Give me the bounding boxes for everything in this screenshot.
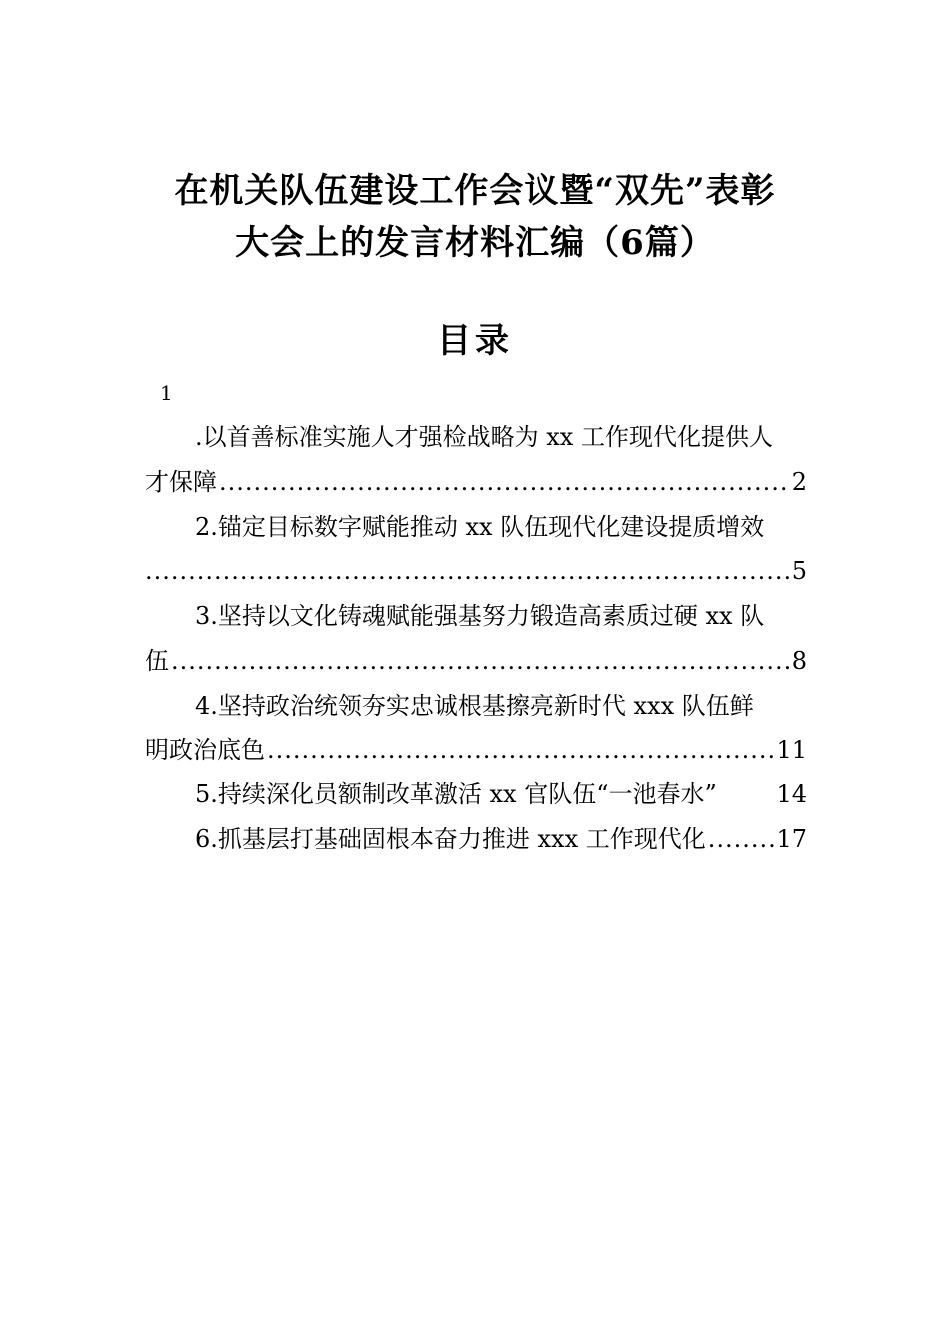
toc-entry-2-page: 5 xyxy=(791,557,807,585)
toc-entry-3-line-1[interactable] xyxy=(195,594,807,638)
toc-entry-2-line-2[interactable] xyxy=(145,549,807,593)
toc-entry-2-title: 2.锚定目标数字赋能推动 xx 队伍现代化建设提质增效 xyxy=(195,513,765,541)
toc-leader-dots xyxy=(708,817,775,861)
toc-entry-3-line-2[interactable] xyxy=(145,639,807,683)
toc-heading: 目录 xyxy=(437,321,513,361)
toc-entry-5[interactable] xyxy=(195,772,807,816)
toc-entry-1-page: 2 xyxy=(791,468,807,496)
toc-entry-5-title: 5.持续深化员额制改革激活 xx 官队伍“一池春水” xyxy=(195,780,717,808)
toc-entry-2-line-1[interactable] xyxy=(195,505,807,549)
document-title-line-2: 大会上的发言材料汇编（6篇） xyxy=(235,223,715,263)
toc-entry-1-line-1[interactable] xyxy=(195,415,807,459)
toc-entry-3-page: 8 xyxy=(791,647,807,675)
toc-entry-1-title-end: 才保障 xyxy=(145,468,217,496)
toc-entry-4-line-1[interactable] xyxy=(195,684,807,728)
toc-entry-6-title: 6.抓基层打基础固根本奋力推进 xxx 工作现代化 xyxy=(195,825,706,853)
toc-entry-4-title-start: 4.坚持政治统领夯实忠诚根基擦亮新时代 xxx 队伍鲜 xyxy=(195,692,754,720)
toc-entry-1-line-2[interactable] xyxy=(145,460,807,504)
toc-list-marker: 1 xyxy=(160,381,173,405)
toc-leader-dots xyxy=(219,460,790,504)
toc-leader-dots xyxy=(267,728,774,772)
toc-entry-4-page: 11 xyxy=(776,736,807,764)
toc-entry-3-title-end: 伍 xyxy=(145,647,169,675)
toc-entry-6[interactable] xyxy=(195,817,807,861)
toc-leader-dots xyxy=(145,549,790,593)
toc-entry-4-title-end: 明政治底色 xyxy=(145,736,265,764)
toc-entry-3-title-start: 3.坚持以文化铸魂赋能强基努力锻造高素质过硬 xx 队 xyxy=(195,602,765,630)
toc-entry-1-title-start: .以首善标准实施人才强检战略为 xx 工作现代化提供人 xyxy=(195,423,773,451)
toc-entry-4-line-2[interactable] xyxy=(145,728,807,772)
document-title-line-1: 在机关队伍建设工作会议暨“双先”表彰 xyxy=(174,171,776,211)
toc-entry-6-page: 17 xyxy=(776,825,807,853)
toc-leader-dots xyxy=(171,639,790,683)
toc-entry-5-page: 14 xyxy=(776,780,807,808)
